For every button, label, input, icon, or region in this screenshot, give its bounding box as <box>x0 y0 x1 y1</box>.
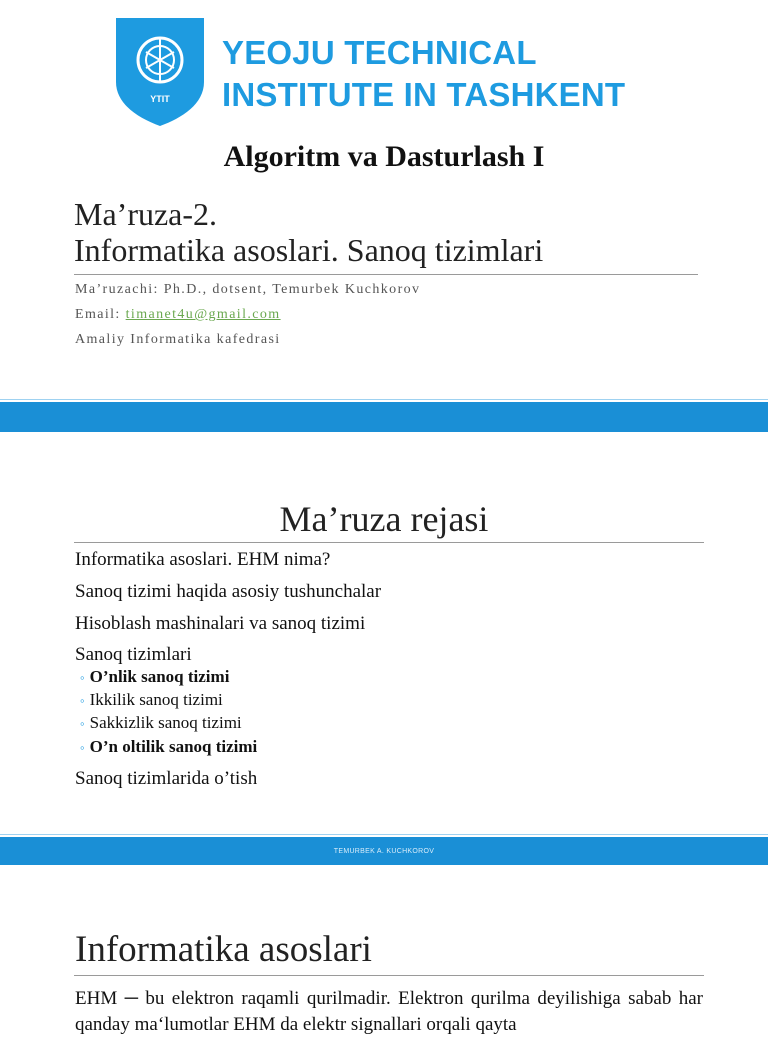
footer-author: TEMURBEK A. KUCHKOROV <box>333 848 435 855</box>
email-label: Email: <box>75 307 126 322</box>
bullet-icon: ◦ <box>80 716 85 731</box>
department-info: Amaliy Informatika kafedrasi <box>75 332 281 347</box>
sub-item: ◦ Ikkilik sanoq tizimi <box>80 690 223 709</box>
band-top-line <box>0 399 768 400</box>
course-title: Algoritm va Dasturlash I <box>223 140 545 173</box>
email-line <box>75 307 281 323</box>
bullet-icon: ◦ <box>80 670 85 685</box>
slide-divider-band <box>0 402 768 432</box>
lecture-title <box>74 196 543 268</box>
email-link[interactable]: timanet4u@gmail.com <box>125 307 281 322</box>
footer-band-top-line <box>0 834 768 835</box>
plan-item: Sanoq tizimlari <box>75 644 192 665</box>
plan-divider <box>74 542 704 543</box>
institute-name <box>222 32 625 116</box>
section-divider <box>74 975 704 976</box>
sub-item: ◦ Sakkizlik sanoq tizimi <box>80 713 242 732</box>
lecture-topic: Informatika asoslari. Sanoq tizimlari <box>74 232 544 268</box>
plan-title: Ma’ruza rejasi <box>279 499 489 539</box>
lecturer-info: Ma’ruzachi: Ph.D., dotsent, Temurbek Kuchkorov <box>75 282 421 297</box>
logo-badge-text: YTIT <box>150 94 170 104</box>
sub-item: ◦ O’n oltilik sanoq tizimi <box>80 737 258 756</box>
ytit-logo <box>116 18 204 126</box>
section-body: EHM ─ bu elektron raqamli qurilmadir. Elektron qurilma deyilishiga sabab har qanday ma‘lumotlar EHM da elektr signallari orqali qayta <box>75 988 703 1035</box>
bullet-icon: ◦ <box>80 693 85 708</box>
bullet-icon: ◦ <box>80 740 85 755</box>
title-divider <box>74 274 698 275</box>
plan-item-last: Sanoq tizimlarida o’tish <box>75 768 258 789</box>
plan-item: Informatika asoslari. EHM nima? <box>75 549 331 570</box>
plan-item: Sanoq tizimi haqida asosiy tushunchalar <box>75 581 382 602</box>
ytit-shield-icon <box>116 18 204 126</box>
plan-item: Hisoblash mashinalari va sanoq tizimi <box>75 613 366 634</box>
sub-item: ◦ O’nlik sanoq tizimi <box>80 667 230 686</box>
institute-name-line-2: INSTITUTE IN TASHKENT <box>222 76 626 113</box>
institute-name-line-1: YEOJU TECHNICAL <box>222 34 537 71</box>
section-title: Informatika asoslari <box>75 929 372 970</box>
lecture-number: Ma’ruza-2. <box>74 196 218 232</box>
